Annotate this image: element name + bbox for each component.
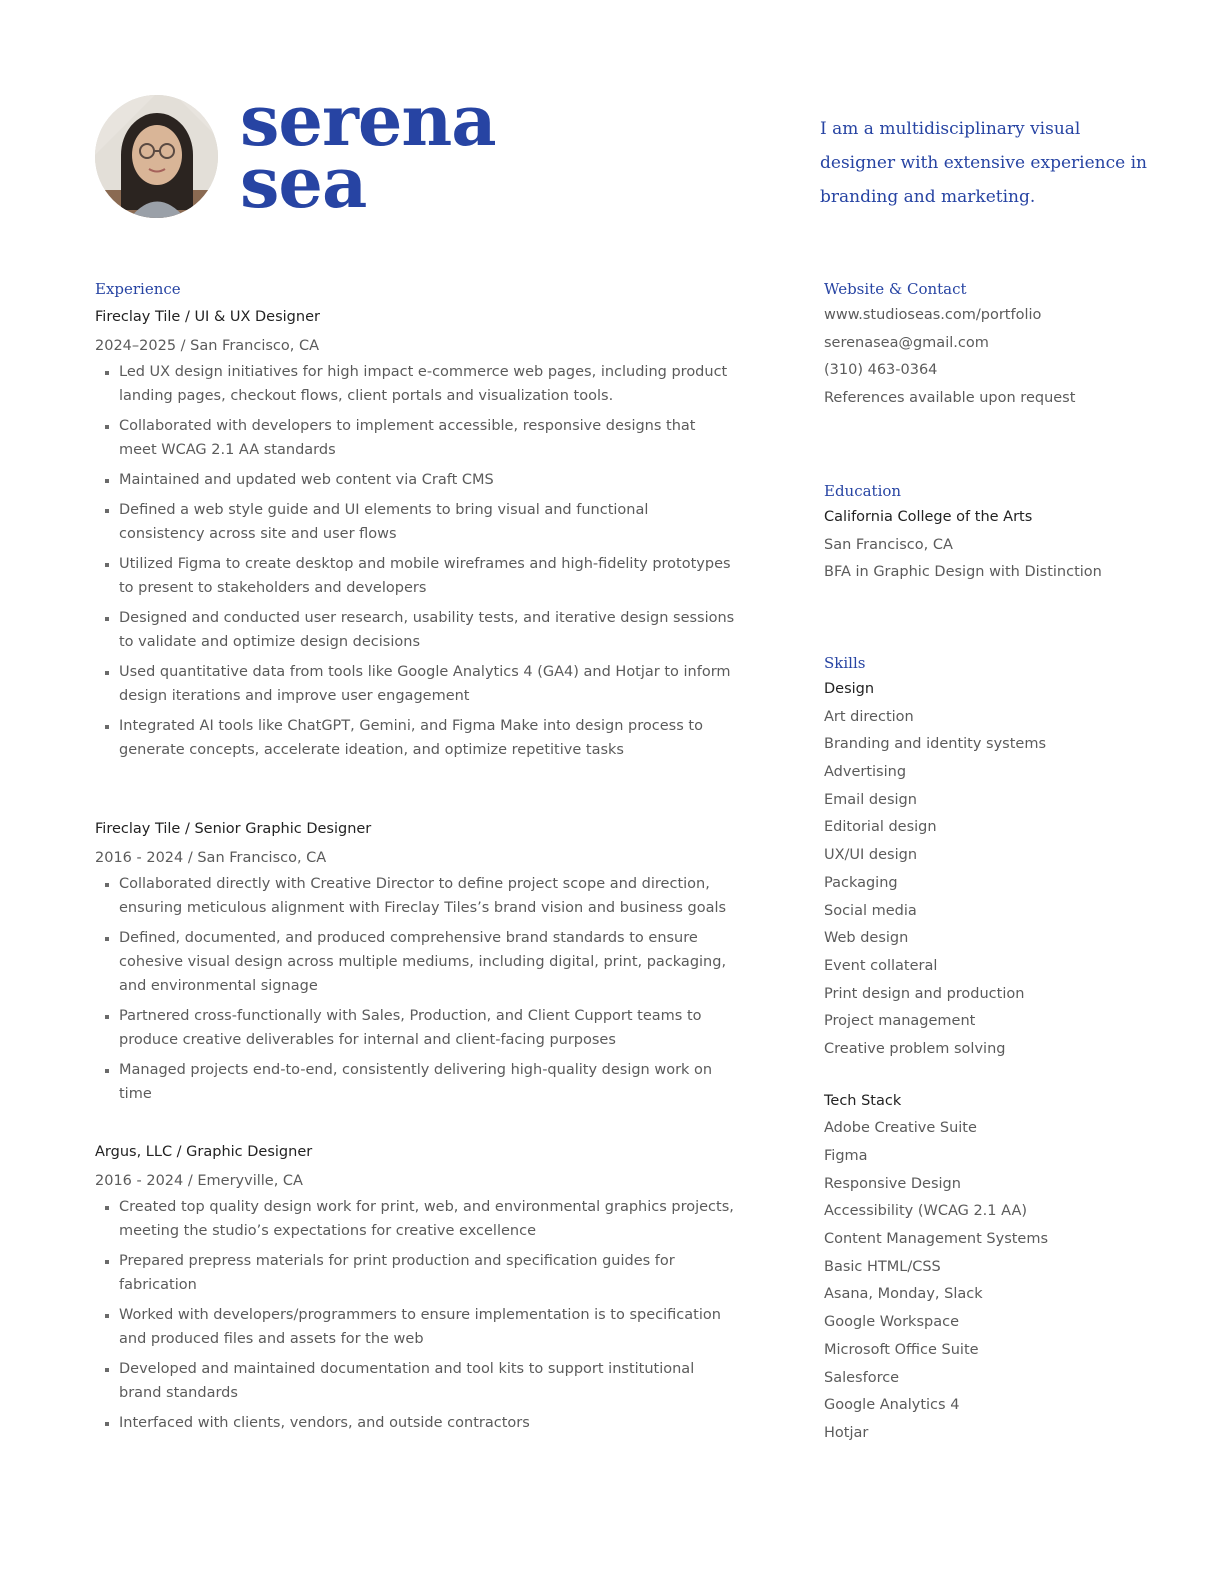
section-title-education: Education (824, 482, 902, 500)
skill-item: Editorial design (824, 819, 937, 836)
tech-item: Responsive Design (824, 1175, 961, 1192)
job-meta: 2024–2025 / San Francisco, CA (95, 338, 320, 354)
bullet-item: Collaborated directly with Creative Director to define project scope and direction, ensuring meticulous alignment with Fireclay Tiles’s brand vision and business goals (95, 872, 735, 920)
bullet-item: Developed and maintained documentation and tool kits to support institutional brand standards (95, 1357, 735, 1405)
bullet-item: Defined, documented, and produced comprehensive brand standards to ensure cohesive visual design across multiple mediums, including digital, print, packaging, and environmental signage (95, 926, 735, 998)
job-meta: 2016 - 2024 / Emeryville, CA (95, 1173, 303, 1189)
skill-item: Branding and identity systems (824, 736, 1047, 753)
candidate-name (240, 79, 496, 224)
job-bullets (95, 872, 735, 1106)
tech-item: Basic HTML/CSS (824, 1258, 941, 1275)
skill-item: Art direction (824, 708, 914, 725)
tech-item: Asana, Monday, Slack (824, 1286, 983, 1303)
bullet-item: Integrated AI tools like ChatGPT, Gemini, and Figma Make into design process to generate concepts, accelerate ideation, and optimize repetitive tasks (95, 714, 735, 762)
school-location: San Francisco, CA (824, 536, 953, 553)
bullet-item: Maintained and updated web content via Craft CMS (95, 468, 735, 492)
tech-item: Content Management Systems (824, 1231, 1049, 1248)
degree: BFA in Graphic Design with Distinction (824, 564, 1102, 581)
tech-item: Hotjar (824, 1424, 869, 1441)
job-entry (95, 1137, 735, 1435)
bullet-item: Defined a web style guide and UI elements to bring visual and functional consistency across site and user flows (95, 498, 735, 546)
skills-subheading-design: Design (824, 681, 875, 697)
school-name: California College of the Arts (824, 509, 1033, 525)
bullet-item: Interfaced with clients, vendors, and outside contractors (95, 1411, 735, 1435)
tech-item: Google Workspace (824, 1314, 959, 1331)
bullet-item: Created top quality design work for print, web, and environmental graphics projects, meeting the studio’s expectations for creative excellence (95, 1195, 735, 1243)
skill-item: Social media (824, 902, 917, 919)
skill-item: Project management (824, 1013, 976, 1030)
job-bullets (95, 1195, 735, 1435)
email-link[interactable]: serenasea@gmail.com (824, 334, 989, 351)
website-link[interactable]: www.studioseas.com/portfolio (824, 307, 1042, 323)
job-title: Argus, LLC / Graphic Designer (95, 1144, 313, 1160)
job-entry (95, 302, 735, 814)
skill-item: Packaging (824, 874, 898, 891)
tech-item: Accessibility (WCAG 2.1 AA) (824, 1203, 1028, 1220)
job-bullets (95, 360, 735, 762)
skill-item: Event collateral (824, 957, 938, 974)
section-title-experience: Experience (95, 280, 181, 298)
skill-item: Advertising (824, 764, 907, 781)
skill-item: Print design and production (824, 985, 1025, 1002)
profile-photo (95, 95, 218, 218)
experience-section (95, 276, 735, 1441)
name-last: sea (240, 141, 367, 224)
bullet-item: Designed and conducted user research, usability tests, and iterative design sessions to validate and optimize design decisions (95, 606, 735, 654)
job-entry (95, 814, 735, 1137)
skill-item: UX/UI design (824, 847, 918, 864)
skills-subheading-tech: Tech Stack (824, 1092, 902, 1109)
tech-item: Google Analytics 4 (824, 1397, 960, 1414)
bullet-item: Used quantitative data from tools like Google Analytics 4 (GA4) and Hotjar to inform design iterations and improve user engagement (95, 660, 735, 708)
bullet-item: Collaborated with developers to implement accessible, responsive designs that meet WCAG 2.1 AA standards (95, 414, 735, 462)
job-title: Fireclay Tile / UI & UX Designer (95, 309, 320, 325)
sidebar (824, 276, 1184, 1448)
tagline: I am a multidisciplinary visual designer with extensive experience in branding and marketing. (820, 119, 1147, 207)
section-title-contact: Website & Contact (824, 280, 967, 298)
skill-item: Web design (824, 930, 909, 947)
portrait-image (95, 95, 218, 218)
tech-item: Salesforce (824, 1369, 900, 1386)
skill-item: Email design (824, 791, 917, 808)
bullet-item: Prepared prepress materials for print production and specification guides for fabrication (95, 1249, 735, 1297)
contact-section (824, 276, 1184, 478)
references-note: References available upon request (824, 390, 1076, 407)
bullet-item: Led UX design initiatives for high impact e-commerce web pages, including product landing pages, checkout flows, client portals and visualization tools. (95, 360, 735, 408)
section-title-skills: Skills (824, 654, 866, 672)
phone-number: (310) 463-0364 (824, 362, 938, 379)
skill-item: Creative problem solving (824, 1040, 1006, 1057)
education-section (824, 478, 1184, 650)
tech-item: Microsoft Office Suite (824, 1341, 979, 1358)
tech-item: Figma (824, 1148, 868, 1164)
name-first: serena (240, 79, 496, 162)
skills-section (824, 650, 1184, 1448)
bullet-item: Partnered cross-functionally with Sales, Production, and Client Cupport teams to produce creative deliverables for internal and client-facing purposes (95, 1004, 735, 1052)
job-meta: 2016 - 2024 / San Francisco, CA (95, 850, 327, 866)
job-title: Fireclay Tile / Senior Graphic Designer (95, 821, 372, 837)
bullet-item: Worked with developers/programmers to ensure implementation is to specification and produced files and assets for the web (95, 1303, 735, 1351)
bullet-item: Managed projects end-to-end, consistently delivering high-quality design work on time (95, 1058, 735, 1106)
tech-item: Adobe Creative Suite (824, 1120, 977, 1137)
bullet-item: Utilized Figma to create desktop and mobile wireframes and high-fidelity prototypes to present to stakeholders and developers (95, 552, 735, 600)
